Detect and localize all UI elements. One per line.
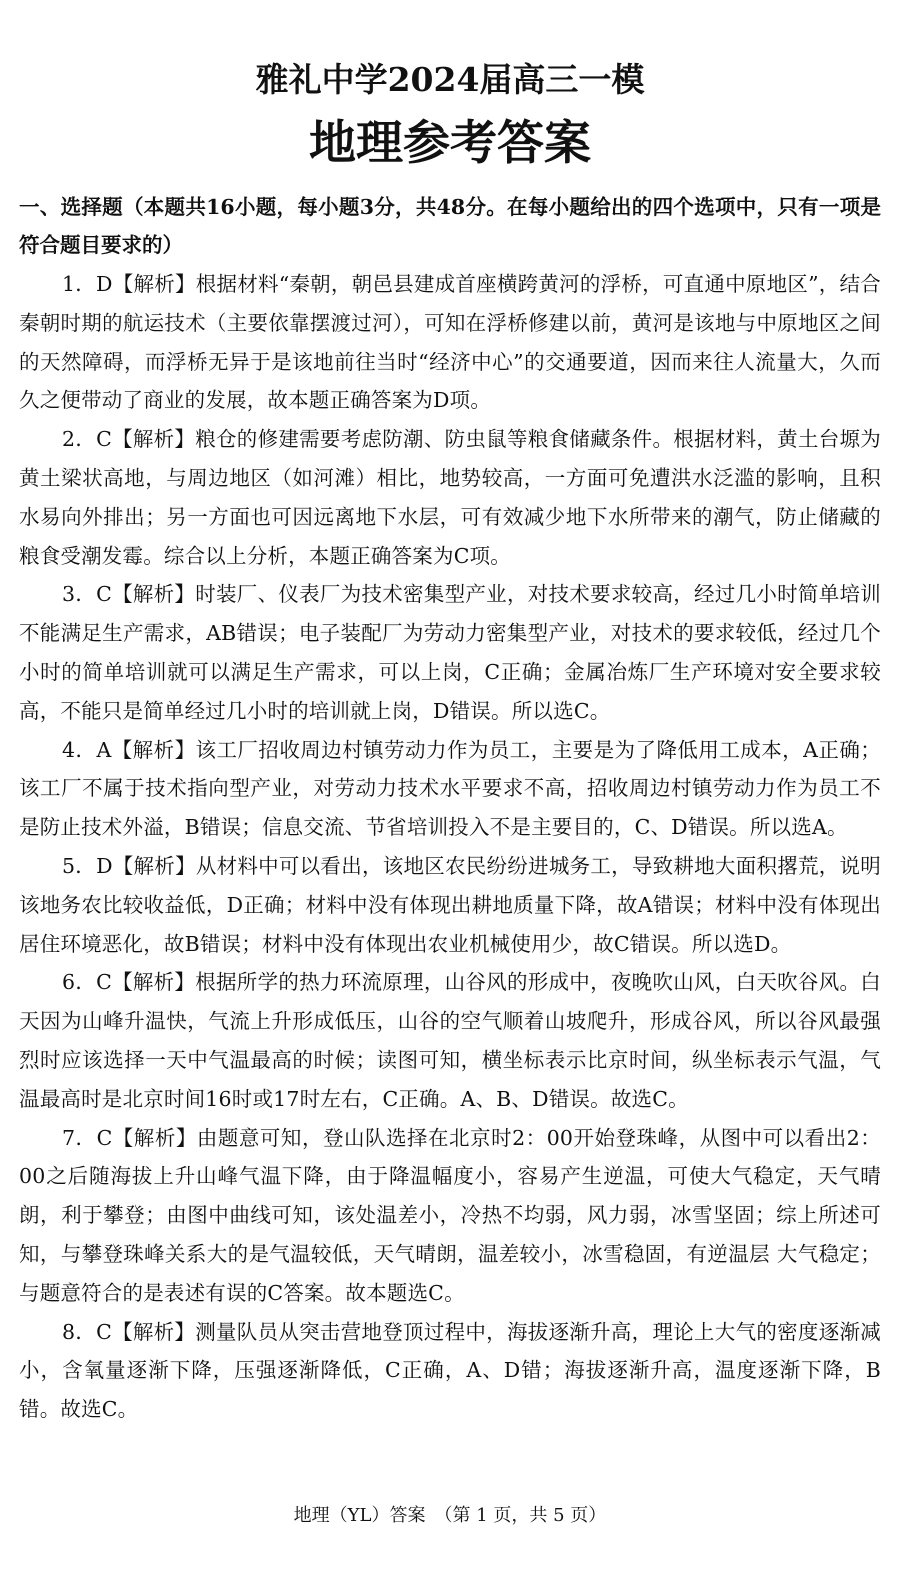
answer-item-7 <box>19 1119 881 1313</box>
answer-item-4 <box>19 731 881 847</box>
answer-number: 2． <box>62 427 97 452</box>
answer-explanation: 根据材料“秦朝，朝邑县建成首座横跨黄河的浮桥，可直通中原地区”，结合秦朝时期的航运技术（主要依靠摆渡过河），可知在浮桥修建以前，黄河是该地与中原地区之间的天然障碍，而浮桥无异于是该地前往当时“经济中心”的交通要道，因而来往人流量大，久而久之便带动了商业的发展，故本题正确答案为D项。 <box>19 272 881 413</box>
answer-item-5 <box>19 847 881 963</box>
answer-item-8 <box>19 1313 881 1429</box>
answer-choice: D <box>96 853 113 878</box>
answer-number: 1． <box>62 272 97 296</box>
subject-answer-title: 地理参考答案 <box>309 116 591 171</box>
answer-choice: C <box>96 582 112 607</box>
answer-choice: A <box>96 737 112 762</box>
answer-number: 6． <box>62 970 97 995</box>
answer-number: 7． <box>62 1125 97 1150</box>
answer-choice: D <box>96 272 113 296</box>
answer-explanation: 测量队员从突击营地登顶过程中，海拔逐渐升高，理论上大气的密度逐渐减小，含氧量逐渐下降，压强逐渐降低，C正确，A、D错；海拔逐渐升高，温度逐渐下降，B错。故选C。 <box>19 1319 881 1422</box>
answer-explanation: 粮仓的修建需要考虑防潮、防虫鼠等粮食储藏条件。根据材料，黄土台塬为黄土梁状高地，与周边地区（如河滩）相比，地势较高，一方面可免遭洪水泛滥的影响，且积水易向外排出；另一方面也可因远离地下水层，可有效减少地下水所带来的潮气，防止储藏的粮食受潮发霉。综合以上分析，本题正确答案为C项。 <box>19 427 881 568</box>
answer-number: 8． <box>62 1319 97 1344</box>
answer-item-2 <box>19 420 881 575</box>
answer-number: 5． <box>62 853 97 878</box>
answer-item-3 <box>19 575 881 730</box>
page-footer: 地理（YL）答案 （第 1 页，共 5 页） <box>293 1505 607 1526</box>
analysis-tag: 【解析】 <box>112 1319 196 1344</box>
analysis-tag: 【解析】 <box>112 582 196 607</box>
section-heading-multiple-choice: 一、选择题（本题共16小题，每小题3分，共48分。在每小题给出的四个选项中，只有一项是符合题目要求的） <box>19 195 881 257</box>
answer-list <box>19 265 881 1429</box>
answer-item-6 <box>19 963 881 1118</box>
analysis-tag: 【解析】 <box>112 272 196 296</box>
answer-choice: C <box>96 427 112 452</box>
school-exam-title: 雅礼中学2024届高三一模 <box>255 60 645 99</box>
answer-item-1 <box>19 265 881 420</box>
answer-choice: C <box>96 1125 113 1150</box>
analysis-tag: 【解析】 <box>112 1125 197 1150</box>
answer-explanation: 根据所学的热力环流原理，山谷风的形成中，夜晚吹山风，白天吹谷风。白天因为山峰升温快，气流上升形成低压，山谷的空气顺着山坡爬升，形成谷风，所以谷风最强烈时应该选择一天中气温最高的时候；读图可知，横坐标表示比京时间，纵坐标表示气温，气温最高时是北京时间16时或17时左右，C正确。A、B、D错误。故选C。 <box>19 970 881 1111</box>
analysis-tag: 【解析】 <box>112 853 196 878</box>
answer-number: 3． <box>62 582 97 607</box>
answer-number: 4． <box>62 737 97 762</box>
answer-explanation: 从材料中可以看出，该地区农民纷纷进城务工，导致耕地大面积撂荒，说明该地务农比较收益低，D正确；材料中没有体现出耕地质量下降，故A错误；材料中没有体现出居住环境恶化，故B错误；材料中没有体现出农业机械使用少，故C错误。所以选D。 <box>19 853 881 956</box>
answer-explanation: 由题意可知，登山队选择在北京时2：00开始登珠峰，从图中可以看出2：00之后随海拔上升山峰气温下降，由于降温幅度小，容易产生逆温，可使大气稳定，天气晴朗，利于攀登；由图中曲线可知，该处温差小，冷热不均弱，风力弱，冰雪坚固；综上所述可知，与攀登珠峰关系大的是气温较低，天气晴朗，温差较小，冰雪稳固，有逆温层 大气稳定；与题意符合的是表述有误的C答案。故本题选C。 <box>19 1125 881 1305</box>
answer-explanation: 该工厂招收周边村镇劳动力作为员工，主要是为了降低用工成本，A正确；该工厂不属于技术指向型产业，对劳动力技术水平要求不高，招收周边村镇劳动力作为员工不是防止技术外溢，B错误；信息交流、节省培训投入不是主要目的，C、D错误。所以选A。 <box>19 737 881 840</box>
answer-choice: C <box>96 970 112 995</box>
analysis-tag: 【解析】 <box>112 427 196 452</box>
answer-choice: C <box>96 1319 112 1344</box>
answer-explanation: 时装厂、仪表厂为技术密集型产业，对技术要求较高，经过几小时简单培训不能满足生产需求，AB错误；电子装配厂为劳动力密集型产业，对技术的要求较低，经过几个小时的简单培训就可以满足生产需求，可以上岗，C正确；金属冶炼厂生产环境对安全要求较高，不能只是简单经过几小时的培训就上岗，D错误。所以选C。 <box>19 582 881 723</box>
analysis-tag: 【解析】 <box>112 970 196 995</box>
analysis-tag: 【解析】 <box>111 737 196 762</box>
